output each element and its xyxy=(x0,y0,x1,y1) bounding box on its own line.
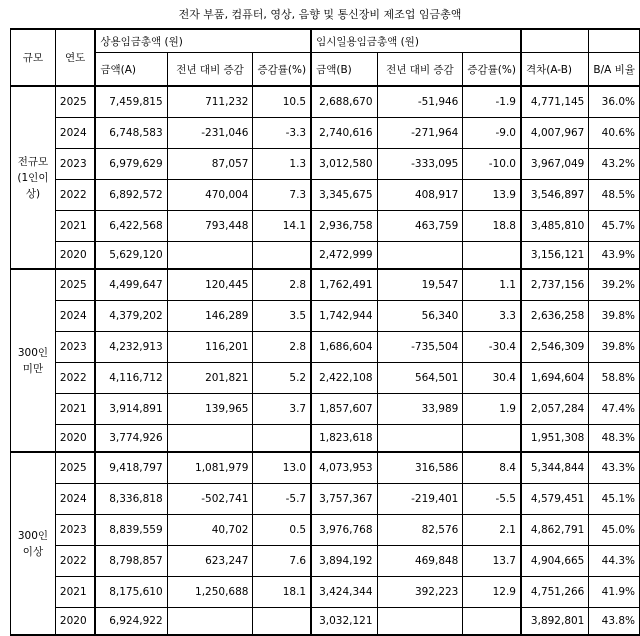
temp-amount-cell: 2,422,108 xyxy=(311,363,377,394)
temp-rate-cell: 18.8 xyxy=(463,211,521,242)
header-regular-group: 상용임금총액 (원) xyxy=(95,29,311,53)
table-row xyxy=(11,301,640,332)
year-cell: 2020 xyxy=(55,608,95,636)
regular-amount-cell: 6,924,922 xyxy=(95,608,167,636)
year-cell: 2025 xyxy=(55,452,95,484)
regular-amount-cell: 4,232,913 xyxy=(95,332,167,363)
regular-amount-cell: 4,379,202 xyxy=(95,301,167,332)
temp-rate-cell: 30.4 xyxy=(463,363,521,394)
year-cell: 2025 xyxy=(55,86,95,118)
temp-change-cell xyxy=(377,425,463,453)
table-row xyxy=(11,180,640,211)
group-label-line: 300인 xyxy=(17,346,49,359)
temp-rate-cell xyxy=(463,242,521,270)
regular-change-cell: 1,250,688 xyxy=(167,577,253,608)
wage-table xyxy=(10,28,640,636)
ratio-value-cell: 48.5% xyxy=(589,180,640,211)
regular-rate-cell: 10.5 xyxy=(253,86,311,118)
temp-change-cell: 316,586 xyxy=(377,452,463,484)
table-row xyxy=(11,149,640,180)
regular-amount-cell: 8,839,559 xyxy=(95,515,167,546)
temp-change-cell: -219,401 xyxy=(377,484,463,515)
header-temp-rate: 증감률(%) xyxy=(463,53,521,87)
regular-rate-cell: 2.8 xyxy=(253,332,311,363)
regular-rate-cell: 3.7 xyxy=(253,394,311,425)
table-body xyxy=(11,86,640,635)
header-blank xyxy=(589,29,640,53)
year-cell: 2022 xyxy=(55,180,95,211)
regular-change-cell: 120,445 xyxy=(167,269,253,301)
ratio-value-cell: 39.2% xyxy=(589,269,640,301)
year-cell: 2025 xyxy=(55,269,95,301)
temp-rate-cell: 13.9 xyxy=(463,180,521,211)
table-row xyxy=(11,577,640,608)
temp-change-cell: 19,547 xyxy=(377,269,463,301)
regular-rate-cell: 7.6 xyxy=(253,546,311,577)
gap-value-cell: 4,771,145 xyxy=(521,86,589,118)
table-row xyxy=(11,86,640,118)
temp-rate-cell: 2.1 xyxy=(463,515,521,546)
temp-rate-cell: -1.9 xyxy=(463,86,521,118)
regular-amount-cell: 8,336,818 xyxy=(95,484,167,515)
table-row xyxy=(11,211,640,242)
year-cell: 2024 xyxy=(55,118,95,149)
regular-rate-cell xyxy=(253,242,311,270)
header-ratio: B/A 비율 xyxy=(589,53,640,87)
header-temp-group: 임시일용임금총액 (원) xyxy=(311,29,521,53)
temp-rate-cell: -30.4 xyxy=(463,332,521,363)
temp-change-cell: 392,223 xyxy=(377,577,463,608)
regular-amount-cell: 3,914,891 xyxy=(95,394,167,425)
temp-amount-cell: 3,032,121 xyxy=(311,608,377,636)
ratio-value-cell: 44.3% xyxy=(589,546,640,577)
temp-change-cell: 56,340 xyxy=(377,301,463,332)
regular-change-cell xyxy=(167,425,253,453)
temp-change-cell: 463,759 xyxy=(377,211,463,242)
table-row xyxy=(11,118,640,149)
ratio-value-cell: 58.8% xyxy=(589,363,640,394)
gap-value-cell: 4,904,665 xyxy=(521,546,589,577)
gap-value-cell: 2,737,156 xyxy=(521,269,589,301)
temp-amount-cell: 2,936,758 xyxy=(311,211,377,242)
ratio-value-cell: 45.0% xyxy=(589,515,640,546)
regular-amount-cell: 5,629,120 xyxy=(95,242,167,270)
regular-rate-cell: 2.8 xyxy=(253,269,311,301)
regular-change-cell: 793,448 xyxy=(167,211,253,242)
regular-rate-cell: -5.7 xyxy=(253,484,311,515)
table-title: 전자 부품, 컴퓨터, 영상, 음향 및 통신장비 제조업 임금총액 xyxy=(178,8,462,21)
gap-value-cell: 3,892,801 xyxy=(521,608,589,636)
temp-rate-cell: 3.3 xyxy=(463,301,521,332)
gap-value-cell: 2,636,258 xyxy=(521,301,589,332)
regular-rate-cell: 18.1 xyxy=(253,577,311,608)
table-row xyxy=(11,242,640,270)
table-row xyxy=(11,363,640,394)
table-row xyxy=(11,484,640,515)
regular-change-cell: 201,821 xyxy=(167,363,253,394)
regular-amount-cell: 4,499,647 xyxy=(95,269,167,301)
temp-change-cell xyxy=(377,608,463,636)
temp-change-cell: 33,989 xyxy=(377,394,463,425)
regular-rate-cell: 7.3 xyxy=(253,180,311,211)
regular-rate-cell: 14.1 xyxy=(253,211,311,242)
temp-rate-cell: 12.9 xyxy=(463,577,521,608)
year-cell: 2022 xyxy=(55,363,95,394)
temp-amount-cell: 1,742,944 xyxy=(311,301,377,332)
temp-amount-cell: 1,686,604 xyxy=(311,332,377,363)
regular-amount-cell: 8,175,610 xyxy=(95,577,167,608)
year-cell: 2021 xyxy=(55,577,95,608)
ratio-value-cell: 39.8% xyxy=(589,301,640,332)
table-row xyxy=(11,515,640,546)
group-label-line: 이상 xyxy=(22,545,44,558)
gap-value-cell: 3,967,049 xyxy=(521,149,589,180)
temp-amount-cell: 3,894,192 xyxy=(311,546,377,577)
regular-rate-cell: 3.5 xyxy=(253,301,311,332)
regular-amount-cell: 6,422,568 xyxy=(95,211,167,242)
gap-value-cell: 4,751,266 xyxy=(521,577,589,608)
gap-value-cell: 3,156,121 xyxy=(521,242,589,270)
group-label-line: (1인이 xyxy=(17,171,49,184)
ratio-value-cell: 45.7% xyxy=(589,211,640,242)
regular-change-cell: 139,965 xyxy=(167,394,253,425)
gap-value-cell: 5,344,844 xyxy=(521,452,589,484)
year-cell: 2023 xyxy=(55,515,95,546)
temp-amount-cell: 1,762,491 xyxy=(311,269,377,301)
temp-amount-cell: 2,472,999 xyxy=(311,242,377,270)
temp-rate-cell: -10.0 xyxy=(463,149,521,180)
temp-rate-cell: -9.0 xyxy=(463,118,521,149)
year-cell: 2024 xyxy=(55,484,95,515)
table-row xyxy=(11,394,640,425)
year-cell: 2020 xyxy=(55,425,95,453)
regular-amount-cell: 8,798,857 xyxy=(95,546,167,577)
header-year: 연도 xyxy=(55,29,95,86)
ratio-value-cell: 39.8% xyxy=(589,332,640,363)
gap-value-cell: 1,694,604 xyxy=(521,363,589,394)
temp-rate-cell: 1.9 xyxy=(463,394,521,425)
temp-amount-cell: 3,012,580 xyxy=(311,149,377,180)
ratio-value-cell: 36.0% xyxy=(589,86,640,118)
gap-value-cell: 3,546,897 xyxy=(521,180,589,211)
regular-change-cell: 623,247 xyxy=(167,546,253,577)
temp-rate-cell: 8.4 xyxy=(463,452,521,484)
temp-rate-cell: 1.1 xyxy=(463,269,521,301)
regular-rate-cell: -3.3 xyxy=(253,118,311,149)
header-regular-change: 전년 대비 증감 xyxy=(167,53,253,87)
ratio-value-cell: 43.3% xyxy=(589,452,640,484)
table-row xyxy=(11,269,640,301)
group-label xyxy=(11,86,56,269)
temp-amount-cell: 3,976,768 xyxy=(311,515,377,546)
group-label-line: 상) xyxy=(25,187,41,200)
temp-change-cell: 408,917 xyxy=(377,180,463,211)
regular-change-cell xyxy=(167,608,253,636)
year-cell: 2021 xyxy=(55,394,95,425)
temp-amount-cell: 1,823,618 xyxy=(311,425,377,453)
temp-change-cell: 82,576 xyxy=(377,515,463,546)
ratio-value-cell: 43.2% xyxy=(589,149,640,180)
year-cell: 2023 xyxy=(55,149,95,180)
regular-change-cell: 1,081,979 xyxy=(167,452,253,484)
regular-change-cell: 146,289 xyxy=(167,301,253,332)
ratio-value-cell: 45.1% xyxy=(589,484,640,515)
header-regular-amount: 금액(A) xyxy=(95,53,167,87)
table-row xyxy=(11,546,640,577)
regular-rate-cell xyxy=(253,425,311,453)
group-label-line: 미만 xyxy=(22,362,44,375)
gap-value-cell: 4,007,967 xyxy=(521,118,589,149)
gap-value-cell: 1,951,308 xyxy=(521,425,589,453)
gap-value-cell: 3,485,810 xyxy=(521,211,589,242)
temp-amount-cell: 3,757,367 xyxy=(311,484,377,515)
regular-change-cell: 711,232 xyxy=(167,86,253,118)
temp-amount-cell: 1,857,607 xyxy=(311,394,377,425)
regular-change-cell: 87,057 xyxy=(167,149,253,180)
regular-amount-cell: 4,116,712 xyxy=(95,363,167,394)
table-row xyxy=(11,425,640,453)
temp-change-cell: 469,848 xyxy=(377,546,463,577)
regular-change-cell: 40,702 xyxy=(167,515,253,546)
regular-amount-cell: 6,979,629 xyxy=(95,149,167,180)
gap-value-cell: 4,862,791 xyxy=(521,515,589,546)
year-cell: 2023 xyxy=(55,332,95,363)
ratio-value-cell: 43.8% xyxy=(589,608,640,636)
temp-change-cell: -735,504 xyxy=(377,332,463,363)
regular-rate-cell xyxy=(253,608,311,636)
gap-value-cell: 2,546,309 xyxy=(521,332,589,363)
ratio-value-cell: 40.6% xyxy=(589,118,640,149)
ratio-value-cell: 41.9% xyxy=(589,577,640,608)
table-row xyxy=(11,332,640,363)
group-label xyxy=(11,269,56,452)
regular-amount-cell: 6,892,572 xyxy=(95,180,167,211)
ratio-value-cell: 47.4% xyxy=(589,394,640,425)
regular-amount-cell: 3,774,926 xyxy=(95,425,167,453)
temp-amount-cell: 2,740,616 xyxy=(311,118,377,149)
temp-amount-cell: 2,688,670 xyxy=(311,86,377,118)
ratio-value-cell: 43.9% xyxy=(589,242,640,270)
header-gap: 격차(A-B) xyxy=(521,53,589,87)
temp-change-cell xyxy=(377,242,463,270)
regular-amount-cell: 7,459,815 xyxy=(95,86,167,118)
temp-rate-cell xyxy=(463,608,521,636)
gap-value-cell: 2,057,284 xyxy=(521,394,589,425)
temp-change-cell: -271,964 xyxy=(377,118,463,149)
header-regular-rate: 증감률(%) xyxy=(253,53,311,87)
year-cell: 2021 xyxy=(55,211,95,242)
header-temp-change: 전년 대비 증감 xyxy=(377,53,463,87)
temp-rate-cell xyxy=(463,425,521,453)
regular-change-cell xyxy=(167,242,253,270)
regular-rate-cell: 13.0 xyxy=(253,452,311,484)
temp-rate-cell: -5.5 xyxy=(463,484,521,515)
temp-change-cell: -333,095 xyxy=(377,149,463,180)
table-row xyxy=(11,452,640,484)
regular-rate-cell: 1.3 xyxy=(253,149,311,180)
header-scale: 규모 xyxy=(11,29,56,86)
regular-amount-cell: 6,748,583 xyxy=(95,118,167,149)
regular-change-cell: -502,741 xyxy=(167,484,253,515)
group-label-line: 전규모 xyxy=(17,155,49,168)
table-row xyxy=(11,608,640,636)
temp-amount-cell: 3,345,675 xyxy=(311,180,377,211)
temp-amount-cell: 4,073,953 xyxy=(311,452,377,484)
year-cell: 2022 xyxy=(55,546,95,577)
regular-change-cell: -231,046 xyxy=(167,118,253,149)
temp-change-cell: -51,946 xyxy=(377,86,463,118)
regular-rate-cell: 0.5 xyxy=(253,515,311,546)
regular-amount-cell: 9,418,797 xyxy=(95,452,167,484)
header-blank xyxy=(521,29,589,53)
regular-change-cell: 470,004 xyxy=(167,180,253,211)
ratio-value-cell: 48.3% xyxy=(589,425,640,453)
gap-value-cell: 4,579,451 xyxy=(521,484,589,515)
temp-amount-cell: 3,424,344 xyxy=(311,577,377,608)
temp-rate-cell: 13.7 xyxy=(463,546,521,577)
year-cell: 2024 xyxy=(55,301,95,332)
regular-change-cell: 116,201 xyxy=(167,332,253,363)
regular-rate-cell: 5.2 xyxy=(253,363,311,394)
header-temp-amount: 금액(B) xyxy=(311,53,377,87)
year-cell: 2020 xyxy=(55,242,95,270)
group-label-line: 300인 xyxy=(17,529,49,542)
group-label xyxy=(11,452,56,635)
temp-change-cell: 564,501 xyxy=(377,363,463,394)
